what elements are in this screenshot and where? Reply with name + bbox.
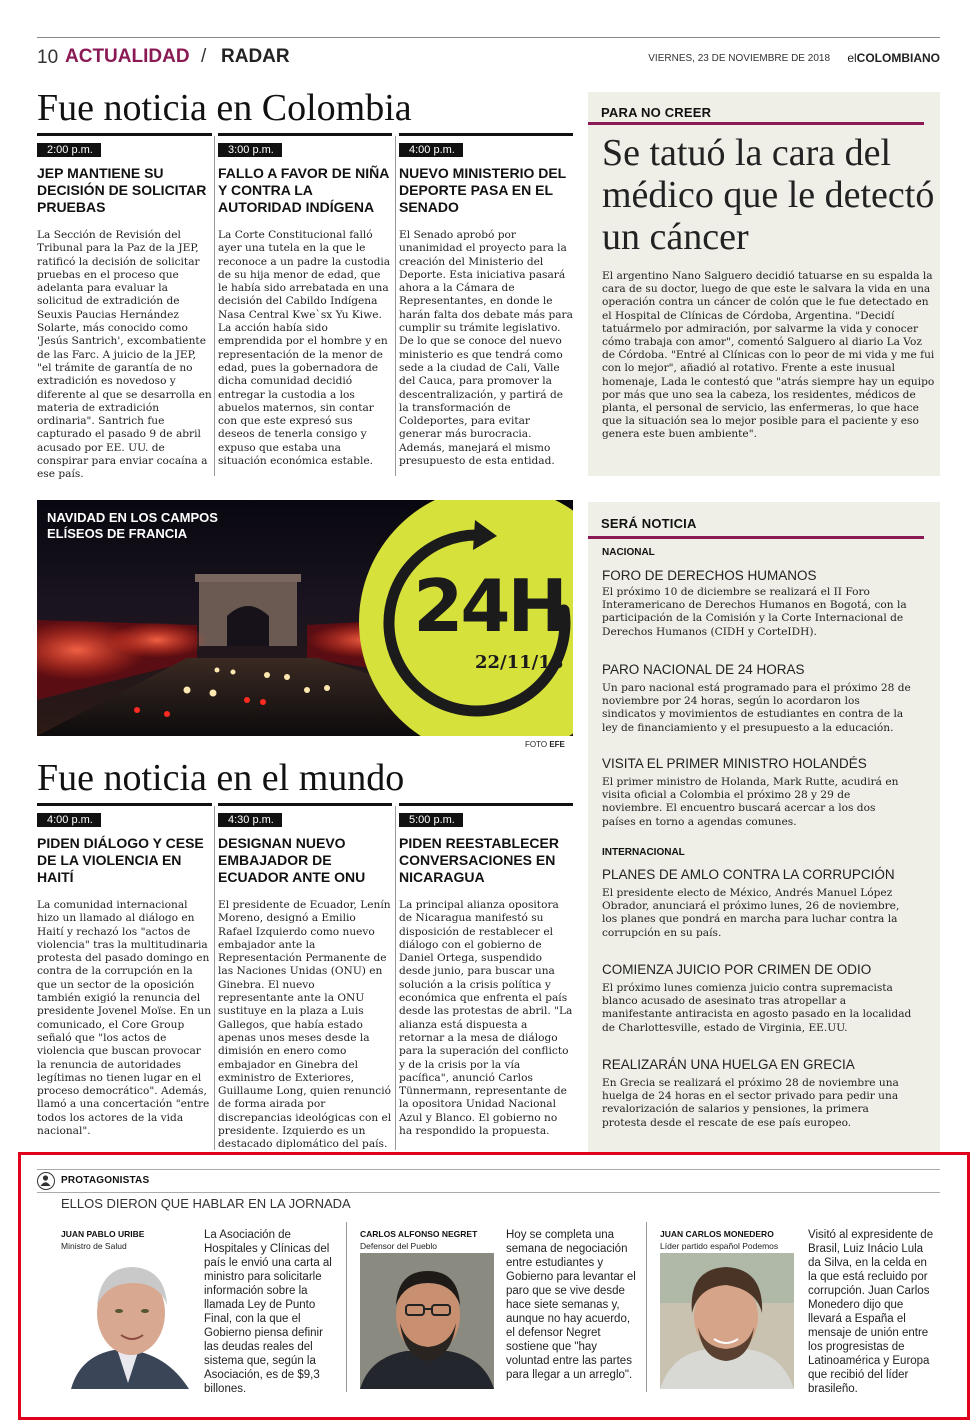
story-headline[interactable]: PIDEN REESTABLECER CONVERSACIONES EN NICARAGUA <box>399 835 559 885</box>
protagonist-role: Líder partido español Podemos <box>660 1241 779 1251</box>
colombia-story-1 <box>37 133 212 481</box>
protagonistas-top-rule <box>37 1169 940 1170</box>
protagonist-name: JUAN PABLO URIBE <box>61 1229 145 1239</box>
top-rule <box>37 37 940 38</box>
protagonist-name: JUAN CARLOS MONEDERO <box>660 1229 774 1239</box>
issue-date: VIERNES, 23 DE NOVIEMBRE DE 2018 <box>648 53 830 64</box>
champs-elysees-photo <box>37 500 573 736</box>
sera-noticia-item-body: En Grecia se realizará el próximo 28 de noviembre una huelga de 24 horas en el sector privado para pedir una revalorización de salarios y pensiones, la primera protesta desde el rescate de ese país europeo. <box>602 1077 899 1129</box>
story-headline[interactable]: FALLO A FAVOR DE NIÑA Y CONTRA LA AUTORIDAD INDÍGENA <box>218 165 389 215</box>
story-time: 4:30 p.m. <box>218 813 282 827</box>
page-header <box>37 46 940 70</box>
sera-noticia-box <box>588 502 940 1152</box>
sera-noticia-item-headline[interactable]: REALIZARÁN UNA HUELGA EN GRECIA <box>602 1057 855 1072</box>
protagonist-role: Defensor del Pueblo <box>360 1241 438 1251</box>
story-body: La Corte Constitucional falló ayer una tutela en la que le reconoce a un padre la custodia de su hija menor de edad, que le había sido arrebatada en una decisión del Cabildo Indígena Nasa Central Kwe`sx Yu Kiwe. La acción había sido emprendida por el hombre y en representación de la menor de edad, pues la gobernadora de dicha comunidad decidió entregar la custodia a los abuelos maternos, sin contar con que este expresó sus deseos de tenerla consigo y expuso que estaba una situación económica estable. <box>218 229 391 468</box>
colombia-section-title: Fue noticia en Colombia <box>37 87 412 129</box>
protagonist-divider <box>346 1222 347 1392</box>
sera-noticia-item-headline[interactable]: FORO DE DERECHOS HUMANOS <box>602 568 817 583</box>
mundo-section-title: Fue noticia en el mundo <box>37 757 405 799</box>
photo-caption: NAVIDAD EN LOS CAMPOS ELÍSEOS DE FRANCIA <box>47 510 218 541</box>
protagonist-divider <box>646 1222 647 1392</box>
story-headline[interactable]: NUEVO MINISTERIO DEL DEPORTE PASA EN EL SENADO <box>399 165 566 215</box>
sera-noticia-item-headline[interactable]: COMIENZA JUICIO POR CRIMEN DE ODIO <box>602 962 872 977</box>
protagonistas-rule <box>37 1192 940 1193</box>
subsection-name[interactable]: RADAR <box>221 46 290 67</box>
sera-noticia-item-headline[interactable]: VISITA EL PRIMER MINISTRO HOLANDÉS <box>602 756 867 771</box>
internacional-label: INTERNACIONAL <box>602 847 685 858</box>
protagonist-role: Ministro de Salud <box>61 1241 127 1251</box>
colombia-story-2 <box>218 133 392 478</box>
section-name[interactable]: ACTUALIDAD <box>65 46 190 67</box>
column-divider <box>395 806 396 1150</box>
story-time: 4:00 p.m. <box>37 813 101 827</box>
page-number: 10 <box>37 47 59 68</box>
nacional-label: NACIONAL <box>602 547 655 558</box>
column-divider <box>214 136 215 476</box>
person-icon <box>37 1172 55 1190</box>
para-no-creer-title[interactable]: Se tatuó la cara del médico que le detectó un cáncer <box>602 132 935 258</box>
section-separator: / <box>201 46 207 67</box>
protagonist-text: La Asociación de Hospitales y Clínicas del país le envió una carta al ministro para solicitarle información sobre la llamada Ley de Punto Final, con la que el Gobierno piensa definir las deudas reales del sistema que, según la Asociación, es de $9,3 billones. <box>204 1229 332 1395</box>
mundo-story-3 <box>399 803 573 1153</box>
story-time: 3:00 p.m. <box>218 143 282 157</box>
protagonistas-kicker: PROTAGONISTAS <box>61 1175 150 1186</box>
story-body: La Sección de Revisión del Tribunal para la Paz de la JEP, ratificó la decisión de solicitar pruebas en el proceso que adelanta para evaluar la solicitud de extradición de Seuxis Paucias Hernández Solarte, más conocido como 'Jesús Santrich', excombatiente de las Farc. A juicio de la JEP, "el trámite de garantía de no extradición es novedoso y diferente al que se desarrolla en materia de extradición ordinaria". Santrich fue capturado el pasado 9 de abril acusado por EE. UU. de conspirar para enviar cocaína a ese país. <box>37 229 212 481</box>
para-no-creer-kicker: PARA NO CREER <box>601 105 712 120</box>
arc-de-triomphe <box>195 574 301 646</box>
story-body: El Senado aprobó por unanimidad el proyecto para la creación del Ministerio del Deporte. Esta iniciativa pasará ahora a la Cámara de Representantes, en donde le harán falta dos debate más para cumplir su trámite legislativo. De lo que se conoce del nuevo ministerio es que tendrá como sede a la ciudad de Cali, Valle del Cauca, para promover la descentralización, y partirá de la transformación de Coldeportes, para evitar generar más burocracia. Además, manejará el mismo presupuesto de esta entidad. <box>399 229 573 468</box>
sera-noticia-item-body: El primer ministro de Holanda, Mark Rutte, acudirá en visita oficial a Colombia el próximo 28 y 29 de noviembre. El encuentro buscará acercar a los dos países en torno a agendas comunes. <box>602 776 899 828</box>
para-no-creer-box <box>588 92 940 476</box>
protagonistas-subtitle: ELLOS DIERON QUE HABLAR EN LA JORNADA <box>61 1196 351 1211</box>
sera-noticia-item-headline[interactable]: PLANES DE AMLO CONTRA LA CORRUPCIÓN <box>602 867 895 882</box>
sera-noticia-kicker: SERÁ NOTICIA <box>601 516 697 531</box>
sera-noticia-item-body: El próximo lunes comienza juicio contra supremacista blanco acusado de asesinato tras atropellar a manifestante antiracista en agosto pasado en la localidad de Charlottesville, estado de Virginia, EE.UU. <box>602 982 912 1034</box>
story-headline[interactable]: JEP MANTIENE SU DECISIÓN DE SOLICITAR PRUEBAS <box>37 165 207 215</box>
story-time: 2:00 p.m. <box>37 143 101 157</box>
sera-noticia-item-body: El próximo 10 de diciembre se realizará el II Foro Interamericano de Derechos Humanos en Bogotá, con la participación de la Comisión y la Corte Internacional de Derechos Humanos (CIDH y CorteIDH). <box>602 586 907 638</box>
column-divider <box>214 806 215 1150</box>
24h-badge-date: 22/11/18 <box>475 652 564 673</box>
colombia-story-3 <box>399 133 573 478</box>
story-headline[interactable]: DESIGNAN NUEVO EMBAJADOR DE ECUADOR ANTE ONU <box>218 835 366 885</box>
story-time: 4:00 p.m. <box>399 143 463 157</box>
sera-noticia-item-body: Un paro nacional está programado para el próximo 28 de noviembre por 24 horas, según lo acordaron los sindicatos y movimientos de estudiantes en contra de la ley de financiamiento y el presupuesto a la educación. <box>602 682 911 734</box>
para-no-creer-body: El argentino Nano Salguero decidió tatuarse en su espalda la cara de su doctor, luego de que este le salvara la vida en una operación contra un cáncer de colón que le fue detectado en el Hospital de Clínicas de Córdoba, Argentina. "Decidí tatuármelo por admiración, por salvarme la vida y conocer cómo trabaja con amor", comentó Salguero al diario La Voz de Córdoba. "Entré al Clínicas con lo peor de mi vida y me fui con lo mejor", añadió al rotativo. Frente a este inusual homenaje, Lada le contestó que "atrás siempre hay un equipo por más que uno sea la cabeza, los residentes, médicos de planta, el personal de servicio, las enfermeras, lo que hace que la situación sea lo mejor posible para el paciente y eso genera este buen ambiente". <box>602 270 935 441</box>
story-time: 5:00 p.m. <box>399 813 463 827</box>
story-body: El presidente de Ecuador, Lenín Moreno, designó a Emilio Rafael Izquierdo como nuevo embajador ante la Representación Permanente de las Naciones Unidas (ONU) en Ginebra. El nuevo representante ante la ONU sustituye en la plaza a Luis Gallegos, que había estado apenas unos meses desde la dimisión en enero como embajador en Ginebra del exministro de Exteriores, Guillaume Long, quien renunció de forma airada por discrepancias ideológicas con el presidente. Izquierdo es un destacado diplomático del país. <box>218 899 392 1151</box>
column-divider <box>395 136 396 476</box>
accent-rule <box>588 536 924 539</box>
sera-noticia-item-headline[interactable]: PARO NACIONAL DE 24 HORAS <box>602 662 805 677</box>
24h-badge-label: 24H <box>413 564 565 648</box>
protagonist-text: Visitó al expresidente de Brasil, Luiz Inácio Lula da Silva, en la celda en la que está recluido por corrupción. Juan Carlos Monedero dijo que llevará a España el mensaje de unión entre los progresistas de Latinoamérica y Europa que recibió del líder brasileño. <box>808 1229 934 1395</box>
photo-credit: FOTO EFE <box>525 740 565 749</box>
protagonist-photo <box>61 1253 195 1389</box>
accent-rule <box>588 122 924 125</box>
protagonist-name: CARLOS ALFONSO NEGRET <box>360 1229 478 1239</box>
protagonist-photo <box>660 1253 794 1389</box>
newspaper-logo: elCOLOMBIANO <box>847 51 940 65</box>
protagonist-text: Hoy se completa una semana de negociación entre estudiantes y Gobierno para levantar el paro que se vive desde hace siete semanas y, aunque no hay acuerdo, el defensor Negret sostiene que "hay voluntad entre las partes para llegar a un arreglo". <box>506 1229 636 1381</box>
mundo-story-2 <box>218 803 392 1153</box>
protagonist-photo <box>360 1253 494 1389</box>
story-body: La comunidad internacional hizo un llamado al diálogo en Haití y rechazó los "actos de violencia" tras la multitudinaria protesta del pasado domingo en contra de la corrupción en la que un sector de la oposición también exigió la renuncia del presidente Jovenel Moïse. En un comunicado, el Core Group señaló que "los actos de violencia que buscan provocar la renuncia de autoridades legítimas no tienen lugar en el proceso democrático". Además, llamó a una concertación "entre todos los actores de la vida nacional". <box>37 899 212 1138</box>
sera-noticia-item-body: El presidente electo de México, Andrés Manuel López Obrador, anunciará el próximo lunes, 26 de noviembre, los planes que pondrá en marcha para luchar contra la corrupción en su país. <box>602 887 900 939</box>
mundo-story-1 <box>37 803 212 1153</box>
story-body: La principal alianza opositora de Nicaragua manifestó su disposición de restablecer el diálogo con el gobierno de Daniel Ortega, suspendido desde junio, para buscar una solución a la crisis política y económica que enfrenta el país desde las protestas de abril. "La alianza está dispuesta a retornar a la mesa de diálogo para la superación del conflicto y de la crisis por la vía pacífica", anunció Carlos Tünnermann, representante de la opositora Unidad Nacional Azul y Blanco. El gobierno no ha respondido la propuesta. <box>399 899 573 1138</box>
story-headline[interactable]: PIDEN DIÁLOGO Y CESE DE LA VIOLENCIA EN HAITÍ <box>37 835 204 885</box>
